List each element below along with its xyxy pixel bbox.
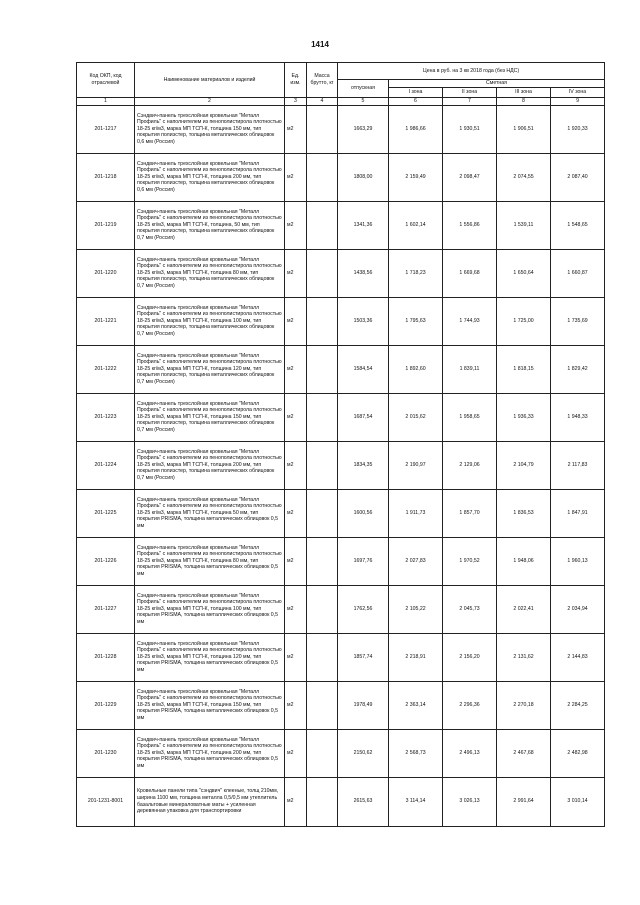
item-code: 201-1228 xyxy=(77,633,135,681)
column-number: 4 xyxy=(307,98,338,106)
header-price-title: Цена в руб. на 3 кв 2018 года (без НДС) xyxy=(338,63,605,80)
item-price-zone-2: 2 098,47 xyxy=(443,153,497,201)
item-release-price: 1663,29 xyxy=(338,105,389,153)
item-code: 201-1224 xyxy=(77,441,135,489)
item-release-price: 1857,74 xyxy=(338,633,389,681)
item-price-zone-4: 1 960,13 xyxy=(551,537,605,585)
column-number: 8 xyxy=(497,98,551,106)
header-name: Наименование материалов и изделий xyxy=(135,63,285,98)
header-zone-4: IV зона xyxy=(551,88,605,98)
item-unit: м2 xyxy=(285,585,307,633)
item-code: 201-1218 xyxy=(77,153,135,201)
item-code: 201-1230 xyxy=(77,729,135,777)
item-unit: м2 xyxy=(285,681,307,729)
item-name: Сэндвич-панель трехслойная кровельная "Металл Профиль" с наполнителем из пенополистирола плотностью 18-25 кг/м3, марка МП ТСП-К, толщина 120 мм, тип покрытия полиэстер, толщина металлических облицовок 0,7 мм (Россия) xyxy=(135,345,285,393)
item-code: 201-1223 xyxy=(77,393,135,441)
table-row xyxy=(77,345,605,393)
item-price-zone-2: 1 839,11 xyxy=(443,345,497,393)
item-mass xyxy=(307,153,338,201)
item-code: 201-1219 xyxy=(77,201,135,249)
item-mass xyxy=(307,777,338,826)
item-release-price: 1834,35 xyxy=(338,441,389,489)
item-price-zone-3: 2 022,41 xyxy=(497,585,551,633)
item-code: 201-1222 xyxy=(77,345,135,393)
item-price-zone-3: 1 725,00 xyxy=(497,297,551,345)
item-name: Сэндвич-панель трехслойная кровельная "Металл Профиль" с наполнителем из пенополистирола плотностью 18-25 кг/м3, марка МП ТСП-К, толщина 150 мм, тип покрытия полиэстер, толщина металлических облицовок 0,6 мм (Россия) xyxy=(135,105,285,153)
item-release-price: 1762,56 xyxy=(338,585,389,633)
item-mass xyxy=(307,681,338,729)
item-unit: м2 xyxy=(285,537,307,585)
column-number: 3 xyxy=(285,98,307,106)
item-release-price: 2150,62 xyxy=(338,729,389,777)
header-zone-1: I зона xyxy=(389,88,443,98)
table-row xyxy=(77,681,605,729)
item-price-zone-2: 1 556,86 xyxy=(443,201,497,249)
item-price-zone-4: 2 482,98 xyxy=(551,729,605,777)
table-row xyxy=(77,153,605,201)
item-price-zone-4: 3 010,14 xyxy=(551,777,605,826)
item-price-zone-4: 2 087,40 xyxy=(551,153,605,201)
item-unit: м2 xyxy=(285,393,307,441)
item-price-zone-2: 1 970,52 xyxy=(443,537,497,585)
item-name: Кровельные панели типа "сэндвич" клееные, толщ 210мм, ширина 1100 мм, толщина металла 0,5/0,5 мм утеплитель базальтовые минераловатные маты + усиленная деревянная упаковка для транспортировки xyxy=(135,777,285,826)
price-table xyxy=(76,62,605,827)
header-zone-3: III зона xyxy=(497,88,551,98)
item-unit: м2 xyxy=(285,105,307,153)
item-code: 201-1225 xyxy=(77,489,135,537)
item-unit: м2 xyxy=(285,249,307,297)
table-row xyxy=(77,489,605,537)
item-price-zone-3: 1 936,33 xyxy=(497,393,551,441)
header-mass: Масса брутто, кг xyxy=(307,63,338,98)
item-release-price: 1438,56 xyxy=(338,249,389,297)
page-number: 1414 xyxy=(311,40,329,49)
item-price-zone-1: 3 114,14 xyxy=(389,777,443,826)
item-price-zone-4: 2 284,25 xyxy=(551,681,605,729)
item-name: Сэндвич-панель трехслойная кровельная "Металл Профиль" с наполнителем из пенополистирола плотностью 18-25 кг/м3, марка МП ТСП-К, толщина 200 мм, тип покрытия полиэстер, толщина металлических облицовок 0,6 мм (Россия) xyxy=(135,153,285,201)
item-price-zone-1: 1 911,73 xyxy=(389,489,443,537)
column-number: 9 xyxy=(551,98,605,106)
item-price-zone-3: 1 836,53 xyxy=(497,489,551,537)
item-price-zone-3: 1 818,15 xyxy=(497,345,551,393)
item-mass xyxy=(307,633,338,681)
column-number-row xyxy=(77,98,605,106)
item-price-zone-2: 1 958,65 xyxy=(443,393,497,441)
item-release-price: 1341,36 xyxy=(338,201,389,249)
item-code: 201-1226 xyxy=(77,537,135,585)
item-price-zone-1: 2 568,73 xyxy=(389,729,443,777)
table-row xyxy=(77,105,605,153)
item-release-price: 1600,56 xyxy=(338,489,389,537)
item-release-price: 1808,00 xyxy=(338,153,389,201)
item-price-zone-3: 1 539,11 xyxy=(497,201,551,249)
item-price-zone-1: 2 015,62 xyxy=(389,393,443,441)
item-mass xyxy=(307,297,338,345)
item-mass xyxy=(307,393,338,441)
table-row xyxy=(77,297,605,345)
table-row xyxy=(77,777,605,826)
column-number: 7 xyxy=(443,98,497,106)
item-price-zone-3: 2 104,79 xyxy=(497,441,551,489)
item-price-zone-4: 2 117,83 xyxy=(551,441,605,489)
item-price-zone-1: 2 363,14 xyxy=(389,681,443,729)
item-price-zone-4: 1 660,87 xyxy=(551,249,605,297)
item-unit: м2 xyxy=(285,153,307,201)
item-price-zone-2: 1 744,93 xyxy=(443,297,497,345)
item-price-zone-1: 2 105,22 xyxy=(389,585,443,633)
item-price-zone-3: 1 906,51 xyxy=(497,105,551,153)
item-release-price: 1687,54 xyxy=(338,393,389,441)
item-price-zone-2: 2 129,06 xyxy=(443,441,497,489)
item-price-zone-3: 2 131,62 xyxy=(497,633,551,681)
item-price-zone-1: 2 027,83 xyxy=(389,537,443,585)
item-code: 201-1227 xyxy=(77,585,135,633)
item-release-price: 1503,36 xyxy=(338,297,389,345)
header-unit: Ед. изм. xyxy=(285,63,307,98)
item-release-price: 1697,76 xyxy=(338,537,389,585)
item-price-zone-2: 3 026,13 xyxy=(443,777,497,826)
item-unit: м2 xyxy=(285,729,307,777)
item-price-zone-1: 1 795,63 xyxy=(389,297,443,345)
item-price-zone-4: 2 034,94 xyxy=(551,585,605,633)
table-row xyxy=(77,441,605,489)
table-row xyxy=(77,201,605,249)
item-name: Сэндвич-панель трехслойная кровельная "Металл Профиль" с наполнителем из пенополистирола плотностью 18-25 кг/м3, марка МП ТСП-К, толщина 200 мм, тип покрытия PRISMA, толщина металлических облицовок 0,5 мм xyxy=(135,729,285,777)
item-price-zone-1: 1 986,66 xyxy=(389,105,443,153)
item-price-zone-3: 2 467,68 xyxy=(497,729,551,777)
item-name: Сэндвич-панель трехслойная кровельная "Металл Профиль" с наполнителем из пенополистирола плотностью 18-25 кг/м3, марка МП ТСП-К, толщина 150 мм, тип покрытия полиэстер, толщина металлических облицовок 0,7 мм (Россия) xyxy=(135,393,285,441)
item-mass xyxy=(307,345,338,393)
item-price-zone-1: 2 218,91 xyxy=(389,633,443,681)
item-price-zone-3: 1 650,64 xyxy=(497,249,551,297)
item-name: Сэндвич-панель трехслойная кровельная "Металл Профиль" с наполнителем из пенополистирола плотностью 18-25 кг/м3, марка МП ТСП-К, толщина 80 мм, тип покрытия полиэстер, толщина металлических облицовок 0,7 мм (Россия) xyxy=(135,249,285,297)
item-code: 201-1221 xyxy=(77,297,135,345)
item-price-zone-4: 1 735,69 xyxy=(551,297,605,345)
table-row xyxy=(77,633,605,681)
item-price-zone-4: 1 847,91 xyxy=(551,489,605,537)
table-row xyxy=(77,249,605,297)
table-row xyxy=(77,585,605,633)
item-name: Сэндвич-панель трехслойная кровельная "Металл Профиль" с наполнителем из пенополистирола плотностью 18-25 кг/м3, марка МП ТСП-К, толщина 200 мм, тип покрытия полиэстер, толщина металлических облицовок 0,7 мм (Россия) xyxy=(135,441,285,489)
item-price-zone-1: 1 718,23 xyxy=(389,249,443,297)
item-release-price: 2615,63 xyxy=(338,777,389,826)
table-header xyxy=(77,63,605,106)
item-mass xyxy=(307,585,338,633)
item-price-zone-3: 2 991,64 xyxy=(497,777,551,826)
item-code: 201-1229 xyxy=(77,681,135,729)
item-unit: м2 xyxy=(285,489,307,537)
item-price-zone-2: 2 045,73 xyxy=(443,585,497,633)
table-row xyxy=(77,393,605,441)
table-row xyxy=(77,537,605,585)
item-release-price: 1584,54 xyxy=(338,345,389,393)
item-unit: м2 xyxy=(285,633,307,681)
header-code: Код ОКП, код отраслевой xyxy=(77,63,135,98)
header-release: отпускная xyxy=(338,80,389,98)
item-price-zone-2: 1 669,68 xyxy=(443,249,497,297)
item-code: 201-1220 xyxy=(77,249,135,297)
item-price-zone-2: 1 857,70 xyxy=(443,489,497,537)
item-release-price: 1978,49 xyxy=(338,681,389,729)
item-code: 201-1231-8001 xyxy=(77,777,135,826)
item-price-zone-1: 2 159,49 xyxy=(389,153,443,201)
item-unit: м2 xyxy=(285,345,307,393)
item-name: Сэндвич-панель трехслойная кровельная "Металл Профиль" с наполнителем из пенополистирола плотностью 18-25 кг/м3, марка МП ТСП-К, толщина, 50 мм, тип покрытия полиэстер, толщина металлических облицовок 0,7 мм (Россия) xyxy=(135,201,285,249)
item-price-zone-1: 2 190,97 xyxy=(389,441,443,489)
item-price-zone-4: 1 920,33 xyxy=(551,105,605,153)
item-price-zone-1: 1 892,60 xyxy=(389,345,443,393)
item-mass xyxy=(307,201,338,249)
item-name: Сэндвич-панель трехслойная кровельная "Металл Профиль" с наполнителем из пенополистирола плотностью 18-25 кг/м3, марка МП ТСП-К, толщина 120 мм, тип покрытия PRISMA, толщина металлических облицовок 0,5 мм xyxy=(135,633,285,681)
item-unit: м2 xyxy=(285,441,307,489)
item-price-zone-4: 2 144,83 xyxy=(551,633,605,681)
item-code: 201-1217 xyxy=(77,105,135,153)
item-unit: м2 xyxy=(285,201,307,249)
column-number: 2 xyxy=(135,98,285,106)
item-mass xyxy=(307,537,338,585)
item-unit: м2 xyxy=(285,777,307,826)
item-price-zone-2: 2 156,20 xyxy=(443,633,497,681)
item-mass xyxy=(307,489,338,537)
item-price-zone-2: 2 496,13 xyxy=(443,729,497,777)
item-price-zone-4: 1 548,65 xyxy=(551,201,605,249)
item-name: Сэндвич-панель трехслойная кровельная "Металл Профиль" с наполнителем из пенополистирола плотностью 18-25 кг/м3, марка МП ТСП-К, толщина 50 мм, тип покрытия PRISMA, толщина металлических облицовок 0,5 мм xyxy=(135,489,285,537)
table-body xyxy=(77,105,605,826)
item-name: Сэндвич-панель трехслойная кровельная "Металл Профиль" с наполнителем из пенополистирола плотностью 18-25 кг/м3, марка МП ТСП-К, толщина 100 мм, тип покрытия PRISMA, толщина металлических облицовок 0,5 мм xyxy=(135,585,285,633)
item-price-zone-3: 2 270,18 xyxy=(497,681,551,729)
item-price-zone-4: 1 948,33 xyxy=(551,393,605,441)
item-unit: м2 xyxy=(285,297,307,345)
column-number: 5 xyxy=(338,98,389,106)
item-price-zone-3: 2 074,55 xyxy=(497,153,551,201)
item-price-zone-2: 2 296,36 xyxy=(443,681,497,729)
item-mass xyxy=(307,729,338,777)
item-name: Сэндвич-панель трехслойная кровельная "Металл Профиль" с наполнителем из пенополистирола плотностью 18-25 кг/м3, марка МП ТСП-К, толщина 150 мм, тип покрытия PRISMA, толщина металлических облицовок 0,5 мм xyxy=(135,681,285,729)
column-number: 6 xyxy=(389,98,443,106)
item-name: Сэндвич-панель трехслойная кровельная "Металл Профиль" с наполнителем из пенополистирола плотностью 18-25 кг/м3, марка МП ТСП-К, толщина 100 мм, тип покрытия полиэстер, толщина металлических облицовок 0,7 мм (Россия) xyxy=(135,297,285,345)
item-price-zone-1: 1 602,14 xyxy=(389,201,443,249)
item-mass xyxy=(307,249,338,297)
table-row xyxy=(77,729,605,777)
item-price-zone-2: 1 930,51 xyxy=(443,105,497,153)
item-mass xyxy=(307,441,338,489)
column-number: 1 xyxy=(77,98,135,106)
item-name: Сэндвич-панель трехслойная кровельная "Металл Профиль" с наполнителем из пенополистирола плотностью 18-25 кг/м3, марка МП ТСП-К, толщина 80 мм, тип покрытия PRISMA, толщина металлических облицовок 0,5 мм xyxy=(135,537,285,585)
header-zone-2: II зона xyxy=(443,88,497,98)
item-mass xyxy=(307,105,338,153)
header-estimate: Сметная xyxy=(389,80,605,88)
item-price-zone-4: 1 829,42 xyxy=(551,345,605,393)
item-price-zone-3: 1 948,06 xyxy=(497,537,551,585)
